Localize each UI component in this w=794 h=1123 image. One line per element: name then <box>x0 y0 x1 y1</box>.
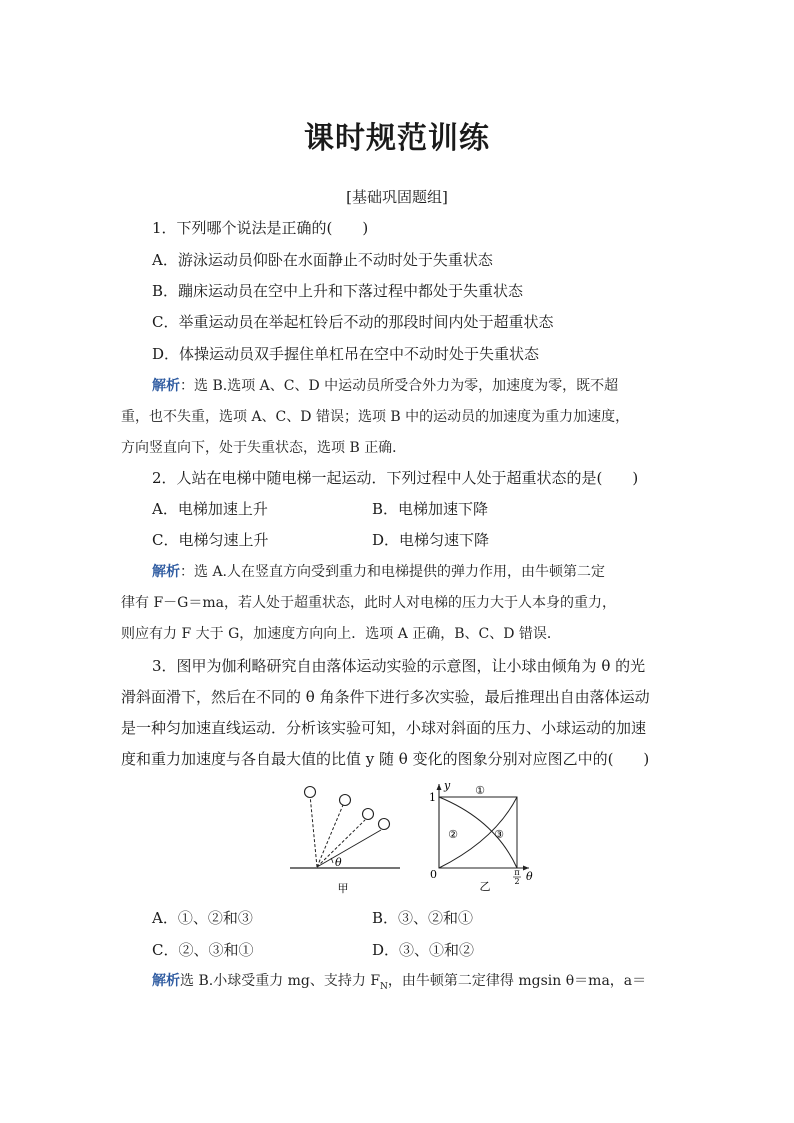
q3-option-d: D．③、①和② <box>372 941 475 959</box>
x-axis-label: θ <box>526 870 533 883</box>
q2-analysis-line3: 则应有力 F 大于 G，加速度方向向上．选项 A 正确，B、C、D 错误． <box>121 626 561 642</box>
analysis-label: 解析 <box>152 378 180 394</box>
q3-options-row2 <box>152 940 475 960</box>
y-tick-one: 1 <box>429 791 436 804</box>
ball-icon <box>305 787 390 830</box>
q1-analysis-line3: 方向竖直向下，处于失重状态，选项 B 正确． <box>121 440 407 456</box>
analysis-label: 解析 <box>152 973 180 989</box>
x-tick-two: 2 <box>514 877 520 886</box>
analysis-label: 解析 <box>152 564 180 580</box>
curve-1-label: ① <box>475 784 485 797</box>
page-title: 课时规范训练 <box>304 121 490 156</box>
curve-2-label: ② <box>448 828 458 841</box>
q3-option-a: A．①、②和③ <box>152 909 253 927</box>
figure-caption-jia: 甲 <box>337 882 349 895</box>
figure-jia <box>285 780 405 900</box>
q1-stem: 1．下列哪个说法是正确的( ) <box>152 219 369 237</box>
q2-option-d: D．电梯匀速下降 <box>372 531 490 549</box>
section-heading: [基础巩固题组] <box>346 188 448 206</box>
incline-solid <box>317 830 381 867</box>
curve-3-label: ③ <box>494 828 504 841</box>
q2-stem: 2．人站在电梯中随电梯一起运动．下列过程中人处于超重状态的是( ) <box>152 469 639 487</box>
figure-caption-yi: 乙 <box>479 880 491 892</box>
q3-stem-line1: 3．图甲为伽利略研究自由落体运动实验的示意图，让小球由倾角为 θ 的光 <box>152 657 646 675</box>
q1-option-c: C．举重运动员在举起杠铃后不动的那段时间内处于超重状态 <box>152 313 554 331</box>
x-tick-pi: π <box>514 868 520 877</box>
q1-option-b: B．蹦床运动员在空中上升和下落过程中都处于失重状态 <box>152 282 524 300</box>
q2-analysis-line2: 律有 F－G＝ma，若人处于超重状态，此时人对电梯的压力大于人本身的重力， <box>121 595 616 611</box>
q3-stem-line3: 是一种匀加速直线运动．分析该实验可知，小球对斜面的压力、小球运动的加速 <box>121 719 647 737</box>
q1-option-a: A．游泳运动员仰卧在水面静止不动时处于失重状态 <box>152 251 493 269</box>
q2-options-row1 <box>152 499 489 519</box>
figure-yi <box>425 780 540 892</box>
q3-stem-line2: 滑斜面滑下，然后在不同的 θ 角条件下进行多次实验，最后推理出自由落体运动 <box>121 688 650 706</box>
origin-label: 0 <box>430 868 437 881</box>
q3-option-c: C．②、③和① <box>152 941 254 959</box>
q3-stem-line4: 度和重力加速度与各自最大值的比值 y 随 θ 变化的图象分别对应图乙中的( ) <box>121 750 650 768</box>
y-axis-label: y <box>444 780 451 792</box>
q2-option-a: A．电梯加速上升 <box>152 500 268 518</box>
q2-option-c: C．电梯匀速上升 <box>152 531 269 549</box>
q3-options-row1 <box>152 908 474 928</box>
q1-option-d: D．体操运动员双手握住单杠吊在空中不动时处于失重状态 <box>152 345 540 363</box>
q1-analysis-line2: 重，也不失重，选项 A、C、D 错误；选项 B 中的运动员的加速度为重力加速度， <box>121 409 630 425</box>
q3-option-b: B．③、②和① <box>372 909 474 927</box>
q2-option-b: B．电梯加速下降 <box>372 500 489 518</box>
angle-label: θ <box>335 856 342 869</box>
q2-analysis-line1: 解析：选 A.人在竖直方向受到重力和电梯提供的弹力作用，由牛顿第二定 <box>152 564 606 580</box>
q3-analysis-line1: 解析选 B.小球受重力 mg、支持力 $F_N$，由牛顿第二定律得 mgsin θ＝ma，a＝ <box>152 973 647 992</box>
q1-analysis-line1: 解析：选 B.选项 A、C、D 中运动员所受合外力为零，加速度为零，既不超 <box>152 378 619 394</box>
q2-options-row2 <box>152 530 490 550</box>
